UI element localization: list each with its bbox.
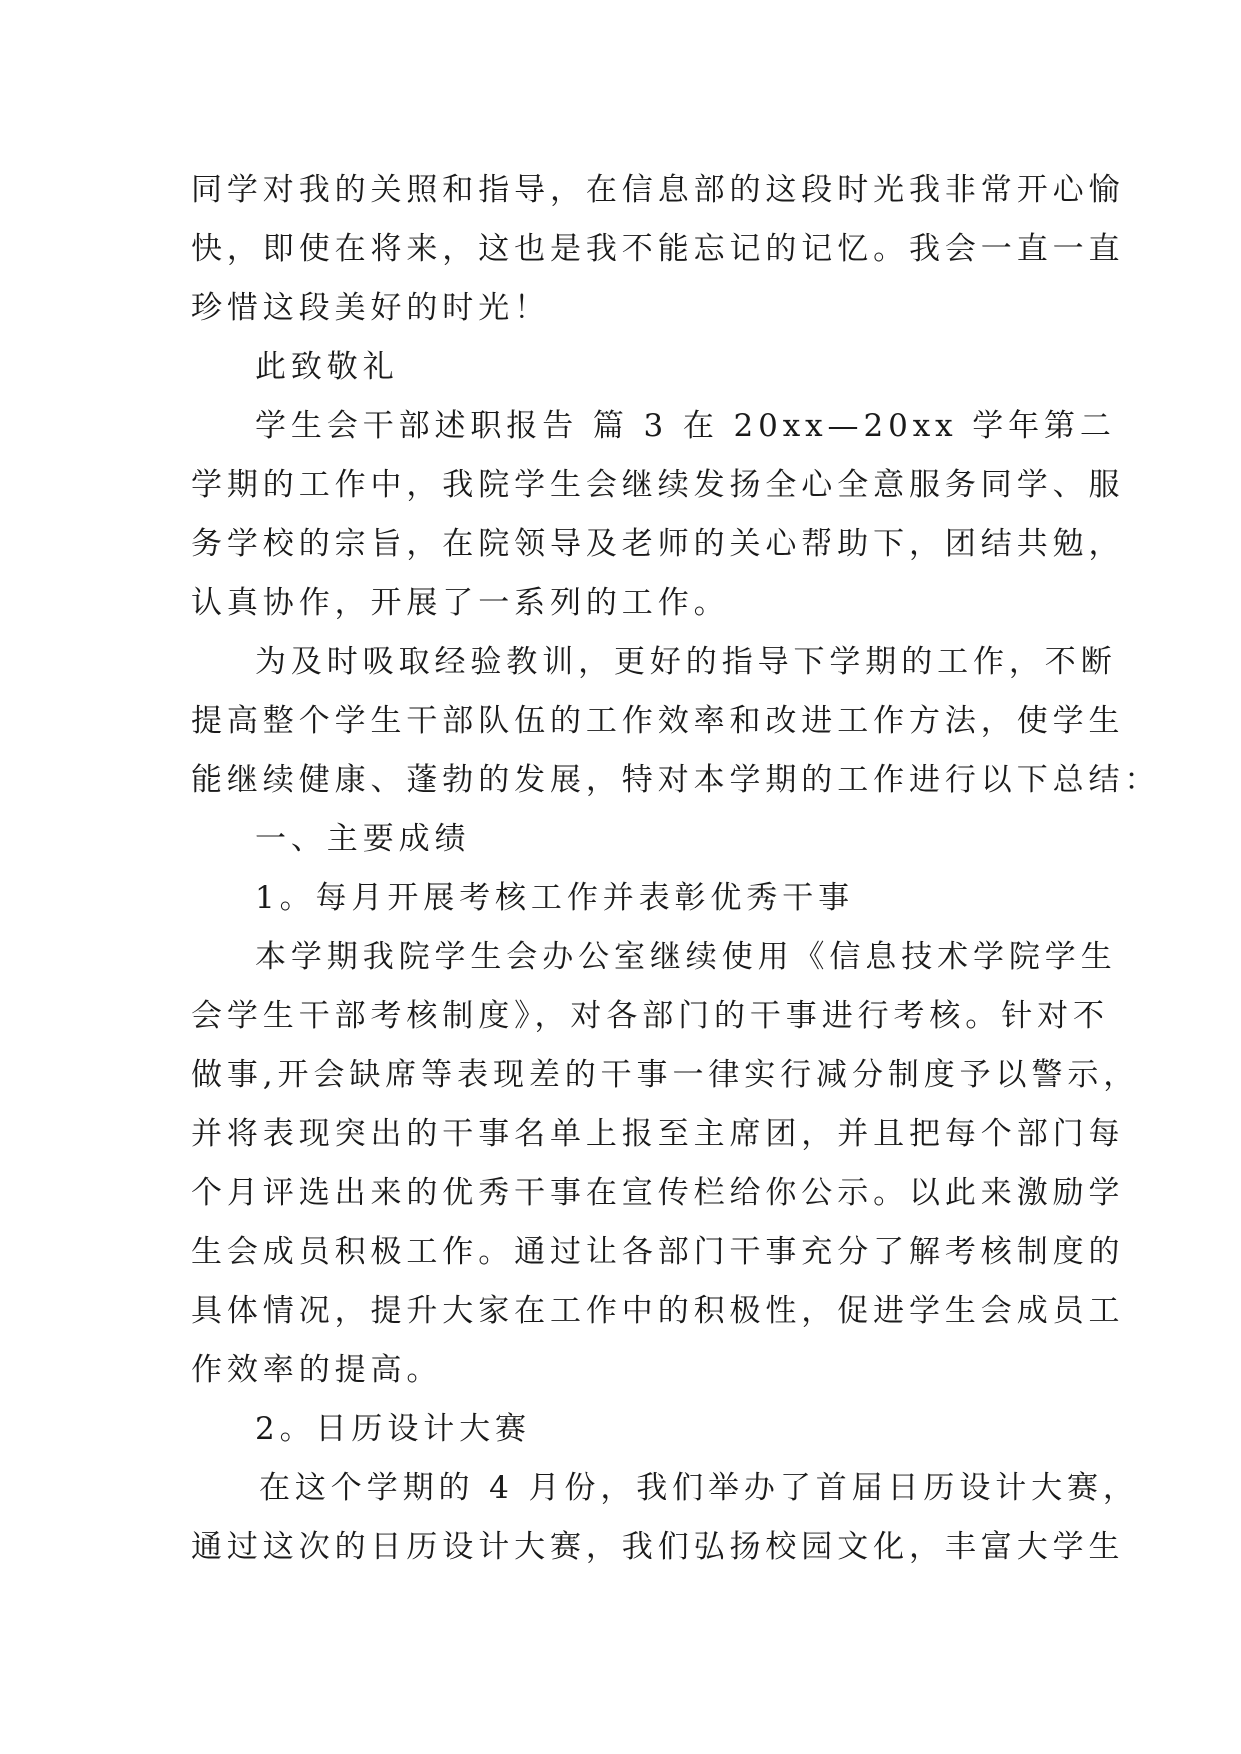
closing-salutation: 此致敬礼 [255, 349, 399, 385]
text-line: 提高整个学生干部队伍的工作效率和改进工作方法，使学生 [191, 703, 1125, 739]
text-line: 具体情况，提升大家在工作中的积极性，促进学生会成员工 [191, 1293, 1125, 1329]
text-line: 生会成员积极工作。通过让各部门干事充分了解考核制度的 [191, 1234, 1125, 1270]
text-line: 做事,开会缺席等表现差的干事一律实行减分制度予以警示， [191, 1057, 1140, 1093]
text-line: 学期的工作中，我院学生会继续发扬全心全意服务同学、服 [191, 467, 1125, 503]
section-heading-line: 学生会干部述职报告 篇 3 在 20xx—20xx 学年第二 [255, 408, 1116, 444]
text-line: 并将表现突出的干事名单上报至主席团，并且把每个部门每 [191, 1116, 1125, 1152]
text-line: 认真协作，开展了一系列的工作。 [191, 585, 730, 621]
text-line: 作效率的提高。 [191, 1352, 443, 1388]
subheading-item-2: 2。日历设计大赛 [255, 1411, 531, 1447]
text-line: 会学生干部考核制度》，对各部门的干事进行考核。针对不 [191, 998, 1109, 1034]
subheading-main-achievements: 一、主要成绩 [255, 821, 471, 857]
subheading-item-1: 1。每月开展考核工作并表彰优秀干事 [255, 880, 855, 916]
paragraph-start-line: 为及时吸取经验教训，更好的指导下学期的工作，不断 [255, 644, 1117, 680]
paragraph-start-line: 在这个学期的 4 月份，我们举办了首届日历设计大赛， [259, 1470, 1139, 1506]
paragraph-start-line: 本学期我院学生会办公室继续使用《信息技术学院学生 [255, 939, 1117, 975]
text-line: 珍惜这段美好的时光！ [191, 290, 550, 326]
text-line: 快，即使在将来，这也是我不能忘记的记忆。我会一直一直 [191, 231, 1125, 267]
text-line: 同学对我的关照和指导，在信息部的这段时光我非常开心愉 [191, 172, 1125, 208]
text-line: 能继续健康、蓬勃的发展，特对本学期的工作进行以下总结： [191, 762, 1161, 798]
text-line: 个月评选出来的优秀干事在宣传栏给你公示。以此来激励学 [191, 1175, 1125, 1211]
text-line: 务学校的宗旨，在院领导及老师的关心帮助下，团结共勉， [191, 526, 1125, 562]
document-body [191, 161, 1161, 1577]
text-line: 通过这次的日历设计大赛，我们弘扬校园文化，丰富大学生 [191, 1529, 1125, 1565]
